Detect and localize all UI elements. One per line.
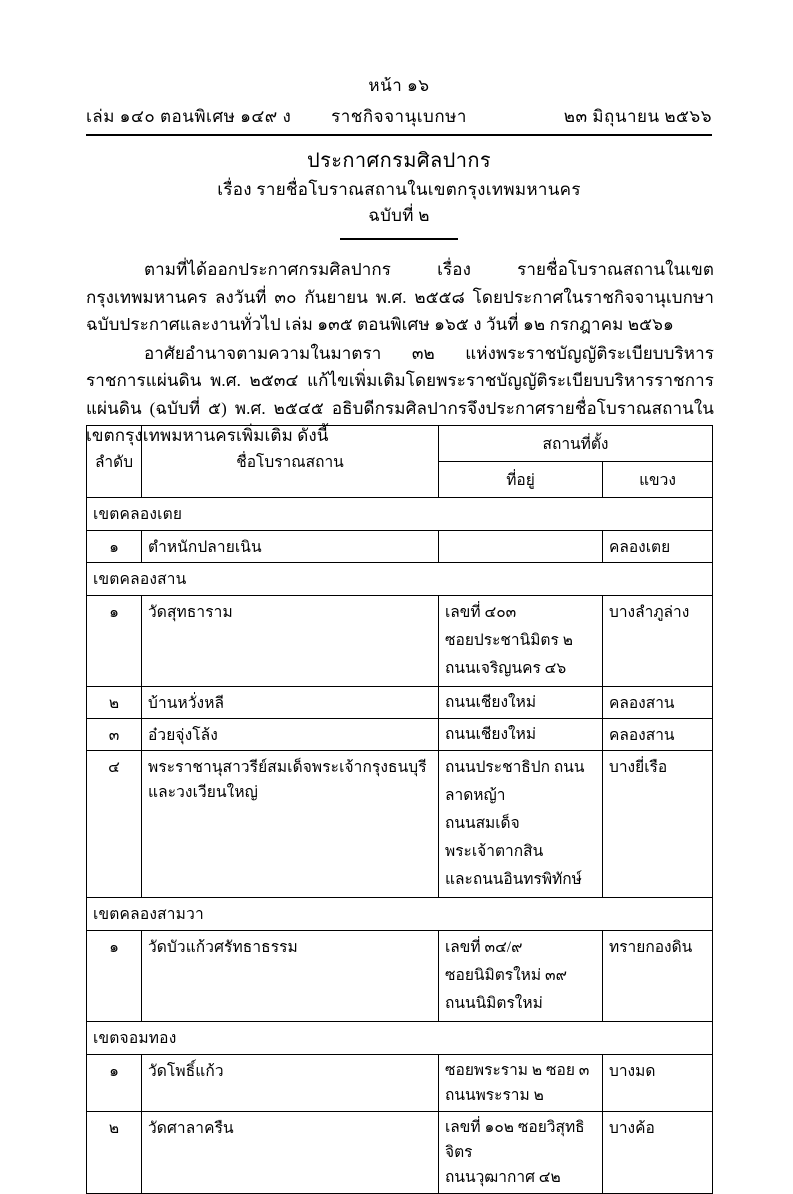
gazette-volume: เล่ม ๑๔๐ ตอนพิเศษ ๑๔๙ ง xyxy=(86,107,292,126)
row-index: ๑ xyxy=(87,1055,142,1112)
site-khwaeng: คลองสาน xyxy=(603,687,713,719)
gazette-date: ๒๓ มิถุนายน ๒๕๖๖ xyxy=(563,107,712,126)
site-name: บ้านหวั่งหลี xyxy=(142,687,439,719)
address-line: เลขที่ ๓๔/๙ xyxy=(445,939,523,956)
gazette-header xyxy=(86,72,712,136)
address-line: ถนนวุฒากาศ ๔๒ xyxy=(445,1169,561,1186)
address-line: ซอยประชานิมิตร ๒ xyxy=(445,632,573,649)
row-index: ๑ xyxy=(87,596,142,687)
column-header-name: ชื่อโบราณสถาน xyxy=(142,426,439,498)
address-line: ซอยพระราม ๒ ซอย ๓ xyxy=(445,1062,590,1079)
site-address xyxy=(439,1055,603,1112)
document-subject: เรื่อง รายชื่อโบราณสถานในเขตกรุงเทพมหานคร xyxy=(217,180,581,199)
site-khwaeng: บางมด xyxy=(603,1055,713,1112)
district-section-row xyxy=(87,563,713,596)
table-row xyxy=(87,719,713,751)
site-name: วัดศาลาครืน xyxy=(142,1112,439,1194)
address-line: ถนนเจริญนคร ๔๖ xyxy=(445,660,567,677)
district-name: เขตจอมทอง xyxy=(87,1022,713,1055)
paragraph-1 xyxy=(86,256,714,339)
table-header-row-1 xyxy=(87,426,713,462)
historic-sites-table xyxy=(86,425,713,1194)
column-header-location: สถานที่ตั้ง xyxy=(439,426,713,462)
address-line: ถนนนิมิตรใหม่ xyxy=(445,995,543,1012)
site-name: วัดบัวแก้วศรัทธาธรรม xyxy=(142,931,439,1022)
district-section-row xyxy=(87,498,713,531)
address-line: และถนนอินทรพิทักษ์ xyxy=(445,871,582,888)
gazette-header-row xyxy=(86,103,712,133)
site-khwaeng: บางยี่เรือ xyxy=(603,751,713,898)
page-number: หน้า ๑๖ xyxy=(368,76,430,95)
row-index: ๓ xyxy=(87,719,142,751)
site-khwaeng: ทรายกองดิน xyxy=(603,931,713,1022)
site-address xyxy=(439,931,603,1022)
table-row xyxy=(87,1112,713,1194)
district-name: เขตคลองสาน xyxy=(87,563,713,596)
table-row xyxy=(87,751,713,898)
site-khwaeng: บางลำภูล่าง xyxy=(603,596,713,687)
site-name: พระราชานุสาวรีย์สมเด็จพระเจ้ากรุงธนบุรีและวงเวียนใหญ่ xyxy=(142,751,439,898)
site-name: วัดโพธิ์แก้ว xyxy=(142,1055,439,1112)
document-title: ประกาศกรมศิลปากร xyxy=(307,150,491,172)
district-name: เขตคลองเตย xyxy=(87,498,713,531)
row-index: ๒ xyxy=(87,687,142,719)
gazette-publication-name: ราชกิจจานุเบกษา xyxy=(331,107,467,126)
site-address xyxy=(439,1112,603,1194)
address-line: เลขที่ ๑๐๒ ซอยวิสุทธิจิตร xyxy=(445,1119,585,1161)
table-body xyxy=(87,498,713,1194)
site-name: ตำหนักปลายเนิน xyxy=(142,531,439,563)
column-header-khwaeng: แขวง xyxy=(603,462,713,498)
body-text xyxy=(86,256,714,450)
row-index: ๑ xyxy=(87,531,142,563)
site-khwaeng: บางค้อ xyxy=(603,1112,713,1194)
document-edition: ฉบับที่ ๒ xyxy=(368,205,430,225)
table-head xyxy=(87,426,713,498)
site-address xyxy=(439,531,603,563)
title-divider xyxy=(340,238,458,240)
site-address xyxy=(439,719,603,751)
site-address xyxy=(439,687,603,719)
site-name: อ๋วยจุ่งโล้ง xyxy=(142,719,439,751)
row-index: ๑ xyxy=(87,931,142,1022)
row-index: ๒ xyxy=(87,1112,142,1194)
district-section-row xyxy=(87,1022,713,1055)
site-khwaeng: คลองสาน xyxy=(603,719,713,751)
column-header-no: ลำดับ xyxy=(87,426,142,498)
address-line: ถนนเชียงใหม่ xyxy=(445,694,537,711)
site-name: วัดสุทธาราม xyxy=(142,596,439,687)
site-address xyxy=(439,596,603,687)
address-line: ซอยนิมิตรใหม่ ๓๙ xyxy=(445,967,567,984)
table-row xyxy=(87,1055,713,1112)
paragraph-2-text: อาศัยอำนาจตามความในมาตรา ๓๒ แห่งพระราชบัญญัติระเบียบบริหารราชการแผ่นดิน พ.ศ. ๒๕๓๔ แก้ไขเพิ่มเติมโดยพระราชบัญญัติระเบียบบริหารราชการแผ่นดิน (ฉบับที่ ๕) พ.ศ. ๒๕๔๕ อธิบดีกรมศิลปากรจึงประกาศรายชื่อโบราณสถานในเขตกรุงเทพมหานครเพิ่มเติม ดังนี้ xyxy=(86,343,714,445)
address-line: เลขที่ ๔๐๓ xyxy=(445,604,517,621)
table-row xyxy=(87,687,713,719)
header-divider xyxy=(86,134,712,136)
district-name: เขตคลองสามวา xyxy=(87,898,713,931)
column-header-address: ที่อยู่ xyxy=(439,462,603,498)
table-row xyxy=(87,596,713,687)
address-line: ถนนพระราม ๒ xyxy=(445,1087,544,1104)
district-section-row xyxy=(87,898,713,931)
table-row xyxy=(87,531,713,563)
address-line: ถนนเชียงใหม่ xyxy=(445,726,537,743)
address-line: ถนนสมเด็จพระเจ้าตากสิน xyxy=(445,815,544,860)
site-khwaeng: คลองเตย xyxy=(603,531,713,563)
row-index: ๔ xyxy=(87,751,142,898)
site-address xyxy=(439,751,603,898)
paragraph-1-text: ตามที่ได้ออกประกาศกรมศิลปากร เรื่อง รายชื่อโบราณสถานในเขตกรุงเทพมหานคร ลงวันที่ ๓๐ กันยายน พ.ศ. ๒๕๕๘ โดยประกาศในราชกิจจานุเบกษาฉบับประกาศและงานทั่วไป เล่ม ๑๓๕ ตอนพิเศษ ๑๖๕ ง วันที่ ๑๒ กรกฎาคม ๒๕๖๑ xyxy=(86,260,714,334)
title-block xyxy=(86,148,712,240)
address-line: ถนนประชาธิปก ถนนลาดหญ้า xyxy=(445,759,585,804)
table-row xyxy=(87,931,713,1022)
